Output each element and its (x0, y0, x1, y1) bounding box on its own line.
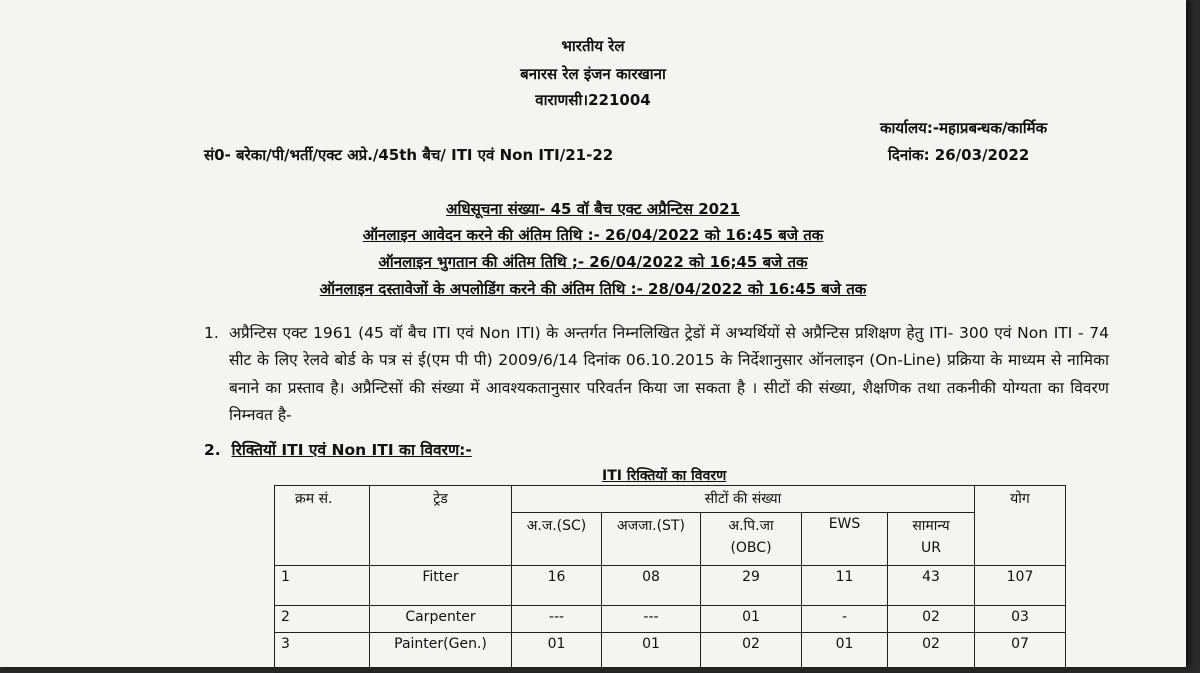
table-caption: ITI रिक्तियों का विवरण (602, 468, 727, 484)
cell-total: 107 (975, 566, 1066, 606)
header-trade: ट्रेड (370, 486, 512, 566)
office-label: कार्यालय:-महाप्रबन्धक/कार्मिक (880, 119, 1048, 137)
header-obc-line1: अ.पि.जा (728, 518, 774, 534)
table-row (275, 566, 1066, 606)
paragraph-1-number: 1. (204, 324, 219, 342)
cell-st: 08 (602, 566, 701, 606)
cell-st: 01 (602, 633, 701, 673)
header-obc (701, 513, 802, 566)
header-seats: सीटों की संख्या (512, 486, 975, 513)
cell-trade: Carpenter (370, 606, 512, 633)
vacancy-table (274, 485, 1066, 673)
cell-ews: - (802, 606, 888, 633)
cell-total: 07 (975, 633, 1066, 673)
org-line-1: भारतीय रेल (561, 37, 625, 55)
cell-obc: 02 (701, 633, 802, 673)
cell-ur: 43 (888, 566, 975, 606)
header-st: अजजा.(ST) (602, 513, 701, 566)
cell-sno: 1 (275, 566, 370, 606)
notice-date: दिनांक: 26/03/2022 (888, 146, 1030, 164)
cell-sc: --- (512, 606, 602, 633)
notice-title: अधिसूचना संख्या- 45 वॉ बैच एक्ट अप्रैन्टिस 2021 (446, 200, 740, 218)
header-serial: क्रम सं. (275, 486, 370, 566)
paragraph-1 (204, 320, 1109, 429)
table-header-row (275, 486, 1066, 513)
cell-trade: Painter(Gen.) (370, 633, 512, 673)
header-total: योग (975, 486, 1066, 566)
reference-number: सं0- बरेका/पी/भर्ती/एक्ट अप्रे./45th बैच/ ITI एवं Non ITI/21-22 (204, 146, 614, 164)
header-ur-line2: UR (921, 540, 941, 556)
cell-sno: 3 (275, 633, 370, 673)
table-row (275, 606, 1066, 633)
cell-sc: 16 (512, 566, 602, 606)
header-sc: अ.ज.(SC) (512, 513, 602, 566)
cell-trade: Fitter (370, 566, 512, 606)
deadline-application: ऑनलाइन आवेदन करने की अंतिम तिथि :- 26/04/2022 को 16:45 बजे तक (362, 226, 824, 244)
cell-total: 03 (975, 606, 1066, 633)
cell-ur: 02 (888, 606, 975, 633)
cell-ews: 01 (802, 633, 888, 673)
section-2-number: 2. (204, 441, 221, 459)
cell-sno: 2 (275, 606, 370, 633)
cell-obc: 29 (701, 566, 802, 606)
deadline-payment: ऑनलाइन भुगतान की अंतिम तिथि ;- 26/04/2022 को 16;45 बजे तक (378, 253, 808, 271)
cell-sc: 01 (512, 633, 602, 673)
cell-st: --- (602, 606, 701, 633)
org-line-2: बनारस रेल इंजन कारखाना (520, 65, 666, 83)
cell-obc: 01 (701, 606, 802, 633)
header-ur (888, 513, 975, 566)
header-ews: EWS (802, 513, 888, 566)
cell-ews: 11 (802, 566, 888, 606)
paragraph-1-text: अप्रैन्टिस एक्ट 1961 (45 वॉ बैच ITI एवं Non ITI) के अन्तर्गत निम्नलिखित ट्रेडों में अभ्यर्थियों से अप्रैन्टिस प्रशिक्षण हेतु ITI- 300 एवं Non ITI - 74 सीट के लिए रेलवे बोर्ड के पत्र सं ई(एम पी पी) 2009/6/14 दिनांक 06.10.2015 के निर्देशानुसार ऑनलाइन (On-Line) प्रक्रिया के माध्यम से नामिका बनाने का प्रस्ताव है। अप्रैन्टिसों की संख्या में आवश्यकतानुसार परिवर्तन किया जा सकता है । सीटों की संख्या, शैक्षणिक तथा तकनीकी योग्यता का विवरण निम्नवत है- (229, 324, 1109, 424)
section-2-label: रिक्तियों ITI एवं Non ITI का विवरण:- (231, 441, 472, 459)
section-2-heading (204, 438, 472, 460)
deadline-upload: ऑनलाइन दस्तावेजों के अपलोडिंग करने की अंतिम तिथि :- 28/04/2022 को 16:45 बजे तक (319, 280, 867, 298)
header-ur-line1: सामान्य (912, 518, 950, 534)
cell-ur: 02 (888, 633, 975, 673)
org-line-3: वाराणसी।221004 (535, 91, 651, 109)
header-obc-line2: (OBC) (730, 540, 772, 556)
